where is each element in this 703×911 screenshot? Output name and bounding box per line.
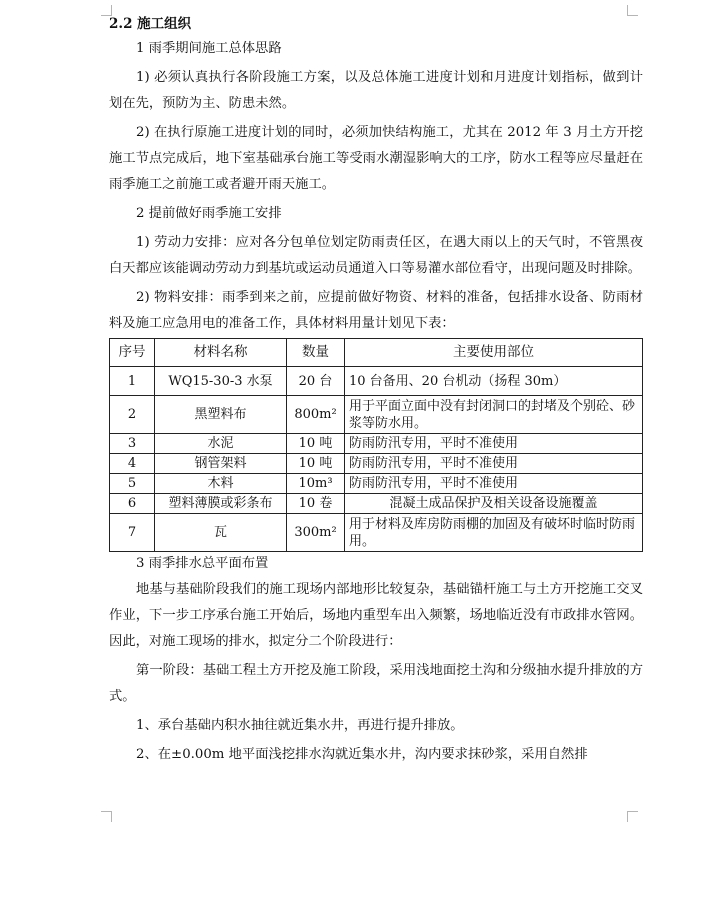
table-header-row	[110, 339, 643, 367]
cell-qty: 10 卷	[287, 494, 345, 514]
cell-qty: 10m³	[287, 474, 345, 494]
header-qty: 数量	[287, 339, 345, 367]
cell-use: 用于平面立面中没有封闭洞口的封堵及个别砼、砂浆等防水用。	[345, 396, 643, 434]
header-name: 材料名称	[155, 339, 287, 367]
table-row	[110, 396, 643, 434]
cell-use: 10 台备用、20 台机动（扬程 30m）	[345, 367, 643, 396]
paragraph-8: 地基与基础阶段我们的施工现场内部地形比较复杂，基础锚杆施工与土方开挖施工交叉作业，下一步工序承台施工开始后，场地内重型车出入频繁，场地临近没有市政排水管网。因此，对施工现场的排水，拟定分二个阶段进行：	[109, 582, 643, 649]
paragraph-5: 1) 劳动力安排：应对各分包单位划定防雨责任区，在遇大雨以上的天气时，不管黑夜白天都应该能调动劳动力到基坑或运动员通道入口等易灌水部位看守，出现问题及时排除。	[109, 235, 643, 276]
cell-name: 塑料薄膜或彩条布	[155, 494, 287, 514]
paragraph-7: 3 雨季排水总平面布置	[136, 556, 269, 571]
paragraph-3: 2) 在执行原施工进度计划的同时，必须加快结构施工，尤其在 2012 年 3 月土方开挖施工节点完成后，地下室基础承台施工等受雨水潮湿影响大的工序，防水工程等应尽量赶在雨季施工之前施工或者避开雨天施工。	[109, 125, 643, 192]
cell-no: 1	[110, 367, 155, 396]
table-row	[110, 514, 643, 552]
cell-qty: 20 台	[287, 367, 345, 396]
materials-table	[109, 338, 643, 552]
paragraph-1: 1 雨季期间施工总体思路	[136, 41, 282, 56]
cell-no: 5	[110, 474, 155, 494]
cell-use: 防雨防汛专用，平时不准使用	[345, 434, 643, 454]
cell-use: 混凝土成品保护及相关设备设施覆盖	[345, 494, 643, 514]
paragraph-10: 1、承台基础内积水抽往就近集水井，再进行提升排放。	[136, 718, 464, 733]
section-heading: 2.2 施工组织	[109, 16, 192, 32]
cell-name: WQ15-30-3 水泵	[155, 367, 287, 396]
cell-qty: 300m²	[287, 514, 345, 552]
cell-use: 用于材料及库房防雨棚的加固及有破坏时临时防雨用。	[345, 514, 643, 552]
cell-use: 防雨防汛专用，平时不准使用	[345, 474, 643, 494]
table-row	[110, 494, 643, 514]
paragraph-11: 2、在±0.00m 地平面浅挖排水沟就近集水井，沟内要求抹砂浆，采用自然排	[136, 747, 588, 762]
cell-qty: 10 吨	[287, 454, 345, 474]
document-body	[109, 14, 643, 768]
cell-name: 钢管架料	[155, 454, 287, 474]
cell-no: 3	[110, 434, 155, 454]
cell-no: 6	[110, 494, 155, 514]
paragraph-9: 第一阶段：基础工程土方开挖及施工阶段，采用浅地面挖土沟和分级抽水提升排放的方式。	[109, 663, 643, 704]
cell-name: 黑塑料布	[155, 396, 287, 434]
cell-name: 瓦	[155, 514, 287, 552]
table-row	[110, 474, 643, 494]
paragraph-4: 2 提前做好雨季施工安排	[136, 206, 282, 221]
paragraph-2: 1) 必须认真执行各阶段施工方案，以及总体施工进度计划和月进度计划指标，做到计划在先，预防为主、防患未然。	[109, 70, 643, 111]
header-no: 序号	[110, 339, 155, 367]
cell-qty: 800m²	[287, 396, 345, 434]
table-row	[110, 434, 643, 454]
cell-use: 防雨防汛专用，平时不准使用	[345, 454, 643, 474]
paragraph-6: 2) 物料安排：雨季到来之前，应提前做好物资、材料的准备，包括排水设备、防雨材料及施工应急用电的准备工作，具体材料用量计划见下表：	[109, 290, 643, 331]
header-use: 主要使用部位	[345, 339, 643, 367]
crop-mark-bottom-left	[101, 811, 112, 822]
table-row	[110, 367, 643, 396]
cell-no: 4	[110, 454, 155, 474]
cell-name: 水泥	[155, 434, 287, 454]
cell-name: 木料	[155, 474, 287, 494]
cell-qty: 10 吨	[287, 434, 345, 454]
table-row	[110, 454, 643, 474]
cell-no: 7	[110, 514, 155, 552]
crop-mark-bottom-right	[627, 811, 638, 822]
cell-no: 2	[110, 396, 155, 434]
